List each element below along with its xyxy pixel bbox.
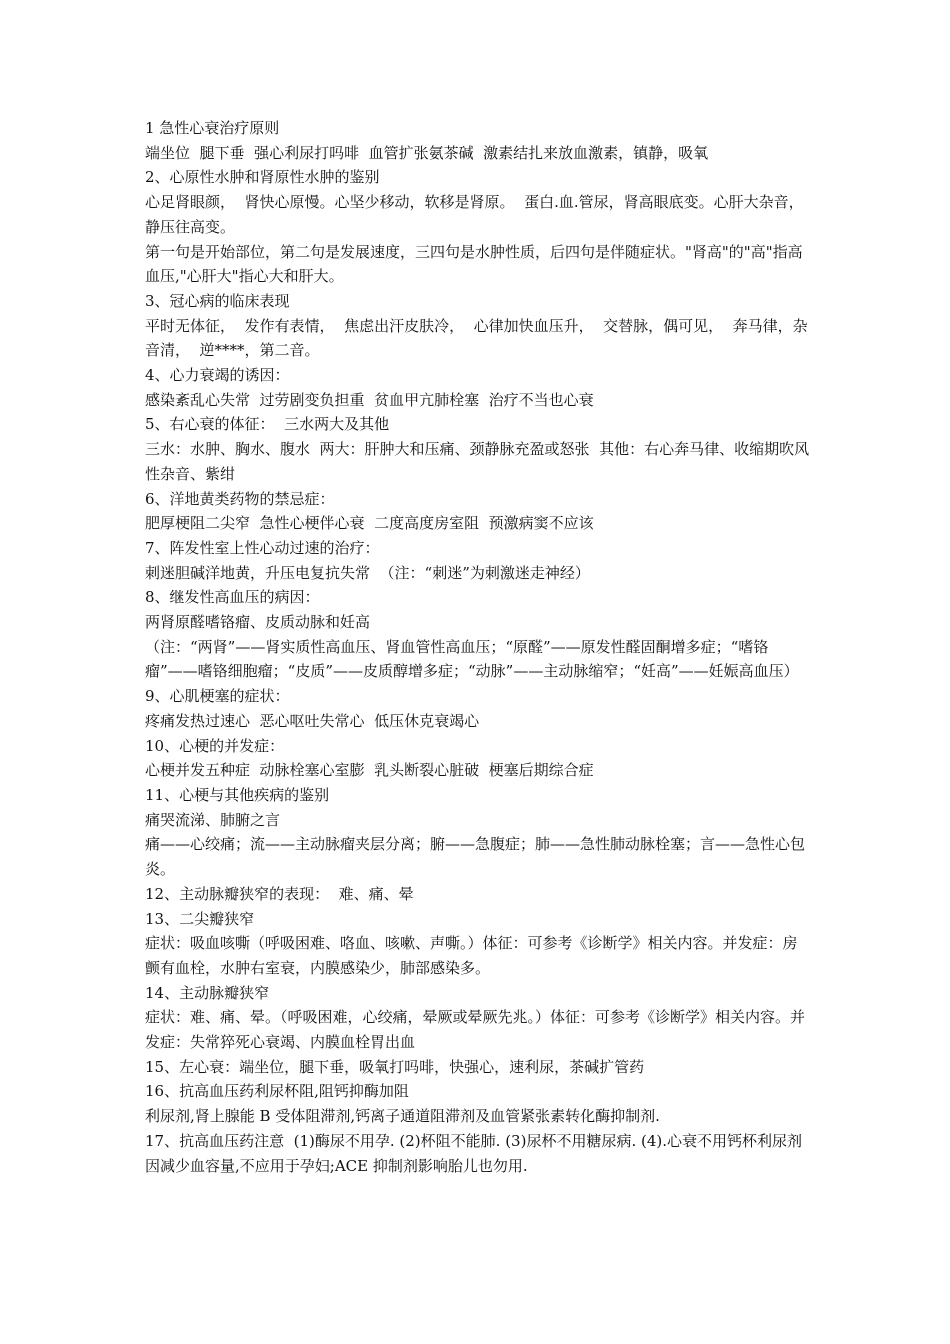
document-body: [145, 116, 810, 1178]
text-line: 疼痛发热过速心 恶心呕吐失常心 低压休克衰竭心: [145, 711, 480, 730]
text-line: 刺迷胆碱洋地黄，升压电复抗失常 （注：“刺迷”为刺激迷走神经）: [145, 563, 590, 582]
text-line: 症状：吸血咳嘶（呼吸困难、咯血、咳嗽、声嘶。）体征：可参考《诊断学》相关内容。并发症：房颤有血栓，水肿右室衰，内膜感染少，肺部感染多。: [145, 934, 798, 977]
text-line: 8、继发性高血压的病因：: [145, 588, 320, 607]
text-line: 第一句是开始部位，第二句是发展速度，三四句是水肿性质，后四句是伴随症状。"肾高"的"高"指高血压,"心肝大"指心大和肝大。: [145, 242, 803, 286]
text-line: 心足肾眼颜， 肾快心原慢。心坚少移动，软移是肾原。 蛋白.血.管尿，肾高眼底变。心肝大杂音，静压往高变。: [145, 193, 804, 236]
text-line: 3、冠心病的临床表现: [145, 291, 290, 310]
text-line: 11、心梗与其他疾病的鉴别: [145, 785, 330, 804]
text-line: 痛——心绞痛；流——主动脉瘤夹层分离；腑——急腹症；肺——急性肺动脉栓塞；言——急性心包炎。: [145, 835, 806, 879]
text-line: （注：“两肾”——肾实质性高血压、肾血管性高血压；“原醛”——原发性醛固酮增多症；“嗜铬瘤”——嗜铬细胞瘤；“皮质”——皮质醇增多症；“动脉”——主动脉缩窄；“妊高”——妊娠高血压）: [145, 637, 799, 681]
text-line: 17、抗高血压药注意 (1)酶尿不用孕. (2)杯阻不能肺. (3)尿杯不用糖尿病. (4).心衰不用钙杯利尿剂因减少血容量,不应用于孕妇;ACE 抑制剂影响胎儿也勿用.: [145, 1131, 802, 1175]
text-line: 10、心梗的并发症：: [145, 736, 285, 755]
text-line: 三水：水肿、胸水、腹水 两大：肝肿大和压痛、颈静脉充盈或怒张 其他：右心奔马律、收缩期吹风性杂音、紫绀: [145, 440, 810, 483]
text-line: 利尿剂,肾上腺能 B 受体阻滞剂,钙离子通道阻滞剂及血管紧张素转化酶抑制剂.: [145, 1107, 660, 1126]
text-line: 13、二尖瓣狭窄: [145, 909, 255, 928]
text-line: 肥厚梗阻二尖窄 急性心梗伴心衰 二度高度房室阻 预激病窦不应该: [145, 514, 594, 533]
text-line: 感染紊乱心失常 过劳剧变负担重 贫血甲亢肺栓塞 治疗不当也心衰: [145, 390, 594, 409]
text-line: 7、阵发性室上性心动过速的治疗：: [145, 538, 380, 557]
text-line: 12、主动脉瓣狭窄的表现： 难、痛、晕: [145, 884, 414, 903]
text-line: 症状：难、痛、晕。（呼吸困难，心绞痛，晕厥或晕厥先兆。）体征：可参考《诊断学》相关内容。并发症：失常猝死心衰竭、内膜血栓胃出血: [145, 1008, 806, 1052]
text-line: 心梗并发五种症 动脉栓塞心室膨 乳头断裂心脏破 梗塞后期综合症: [145, 761, 594, 780]
text-line: 14、主动脉瓣狭窄: [145, 983, 270, 1002]
text-line: 2、心原性水肿和肾原性水肿的鉴别: [145, 168, 380, 187]
text-line: 痛哭流涕、肺腑之言: [145, 810, 281, 829]
text-line: 5、右心衰的体征： 三水两大及其他: [145, 415, 390, 434]
text-line: 两肾原醛嗜铬瘤、皮质动脉和妊高: [145, 613, 371, 632]
text-line: 16、抗高血压药利尿杯阻,阻钙抑酶加阻: [145, 1082, 409, 1101]
text-line: 9、心肌梗塞的症状：: [145, 687, 290, 706]
text-line: 1 急性心衰治疗原则: [145, 119, 280, 137]
text-line: 端坐位 腿下垂 强心利尿打吗啡 血管扩张氨茶碱 激素结扎来放血激素，镇静，吸氧: [145, 143, 709, 162]
text-line: 平时无体征， 发作有表情， 焦虑出汗皮肤冷， 心律加快血压升， 交替脉，偶可见， 奔马律，杂音清， 逆****，第二音。: [145, 316, 808, 360]
text-line: 4、心力衰竭的诱因：: [145, 366, 290, 385]
text-line: 15、左心衰：端坐位，腿下垂，吸氧打吗啡，快强心，速利尿，茶碱扩管药: [145, 1057, 645, 1076]
text-line: 6、洋地黄类药物的禁忌症：: [145, 489, 335, 508]
